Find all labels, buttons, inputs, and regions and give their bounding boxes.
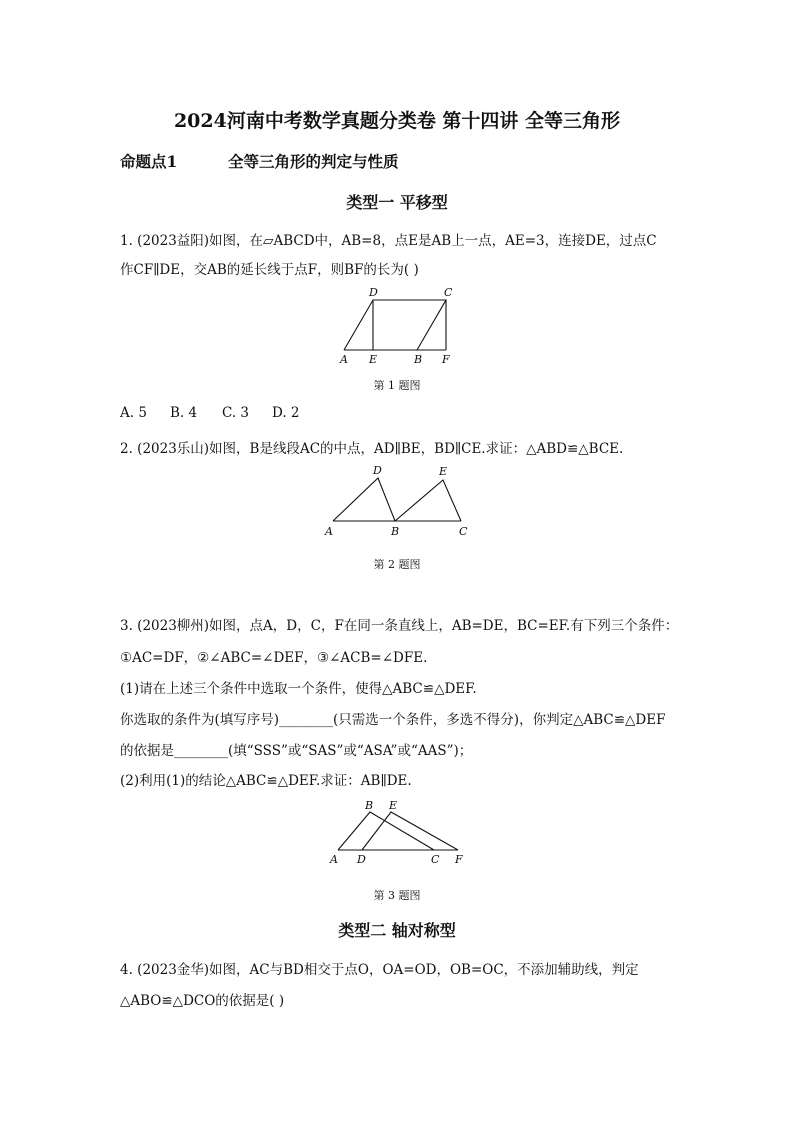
q3-line6: (2)利用(1)的结论△ABC≌△DEF.求证：AB∥DE. [120,773,412,789]
section-label: 命题点1 [120,152,178,171]
q1-option-b: B. 4 [170,405,198,421]
q3-label-a: A [330,853,338,866]
q4-line1: 4. (2023金华)如图，AC与BD相交于点O，OA=OD，OB=OC，不添加辅助线，判定 [120,962,639,978]
q3-label-b: B [365,799,374,812]
q2-label-b: B [391,525,400,538]
q2-zigzag [333,478,461,521]
q4-line2: △ABO≌△DCO的依据是( ) [120,993,285,1009]
q2-caption: 第 2 题图 [373,558,421,571]
q3-label-e: E [389,799,398,812]
q1-line2: 作CF∥DE，交AB的延长线于点F，则BF的长为( ) [120,262,419,278]
q3-line5: 的依据是________(填“SSS”或“SAS”或“ASA”或“AAS”)； [120,743,473,759]
q1-label-d: D [369,286,378,299]
q1-option-d: D. 2 [272,405,300,421]
q2-label-e: E [439,465,448,478]
q3-line1: 3. (2023柳州)如图，点A，D，C，F在同一条直线上，AB=DE，BC=EF.有下列三个条件： [120,618,679,634]
q1-figure [330,283,470,368]
q1-line1: 1. (2023益阳)如图，在▱ABCD中，AB=8，点E是AB上一点，AE=3，连接DE，过点C [120,233,657,249]
q3-caption: 第 3 题图 [373,889,421,902]
q1-label-e: E [369,353,378,366]
q3-figure [320,797,475,867]
type1-heading: 类型一 平移型 [346,193,448,212]
q3-label-c: C [431,853,440,866]
page-title: 2024河南中考数学真题分类卷 第十四讲 全等三角形 [173,110,621,132]
q1-option-c: C. 3 [222,405,250,421]
q3-triangle-def [362,812,458,850]
q1-label-f: F [442,353,450,366]
q2-label-d: D [373,464,382,477]
q3-label-f: F [455,853,463,866]
q3-line4: 你选取的条件为(填写序号)________(只需选一个条件，多选不得分)，你判定△ABC≌△DEF [120,712,666,728]
q2-figure [320,462,480,542]
q1-option-a: A. 5 [120,405,147,421]
q1-parallelogram [344,300,446,350]
q2-line1: 2. (2023乐山)如图，B是线段AC的中点，AD∥BE，BD∥CE.求证：△ABD≌△BCE. [120,441,624,457]
q3-line3: (1)请在上述三个条件中选取一个条件，使得△ABC≌△DEF. [120,681,477,697]
q1-label-c: C [444,286,453,299]
q1-caption: 第 1 题图 [373,379,421,392]
q1-label-a: A [340,353,348,366]
q3-line2: ①AC=DF，②∠ABC=∠DEF，③∠ACB=∠DFE. [120,650,428,666]
q2-label-a: A [325,525,333,538]
section-name: 全等三角形的判定与性质 [228,152,399,171]
q2-label-c: C [459,525,468,538]
type2-heading: 类型二 轴对称型 [338,921,456,940]
q1-label-b: B [414,353,423,366]
q3-label-d: D [357,853,366,866]
